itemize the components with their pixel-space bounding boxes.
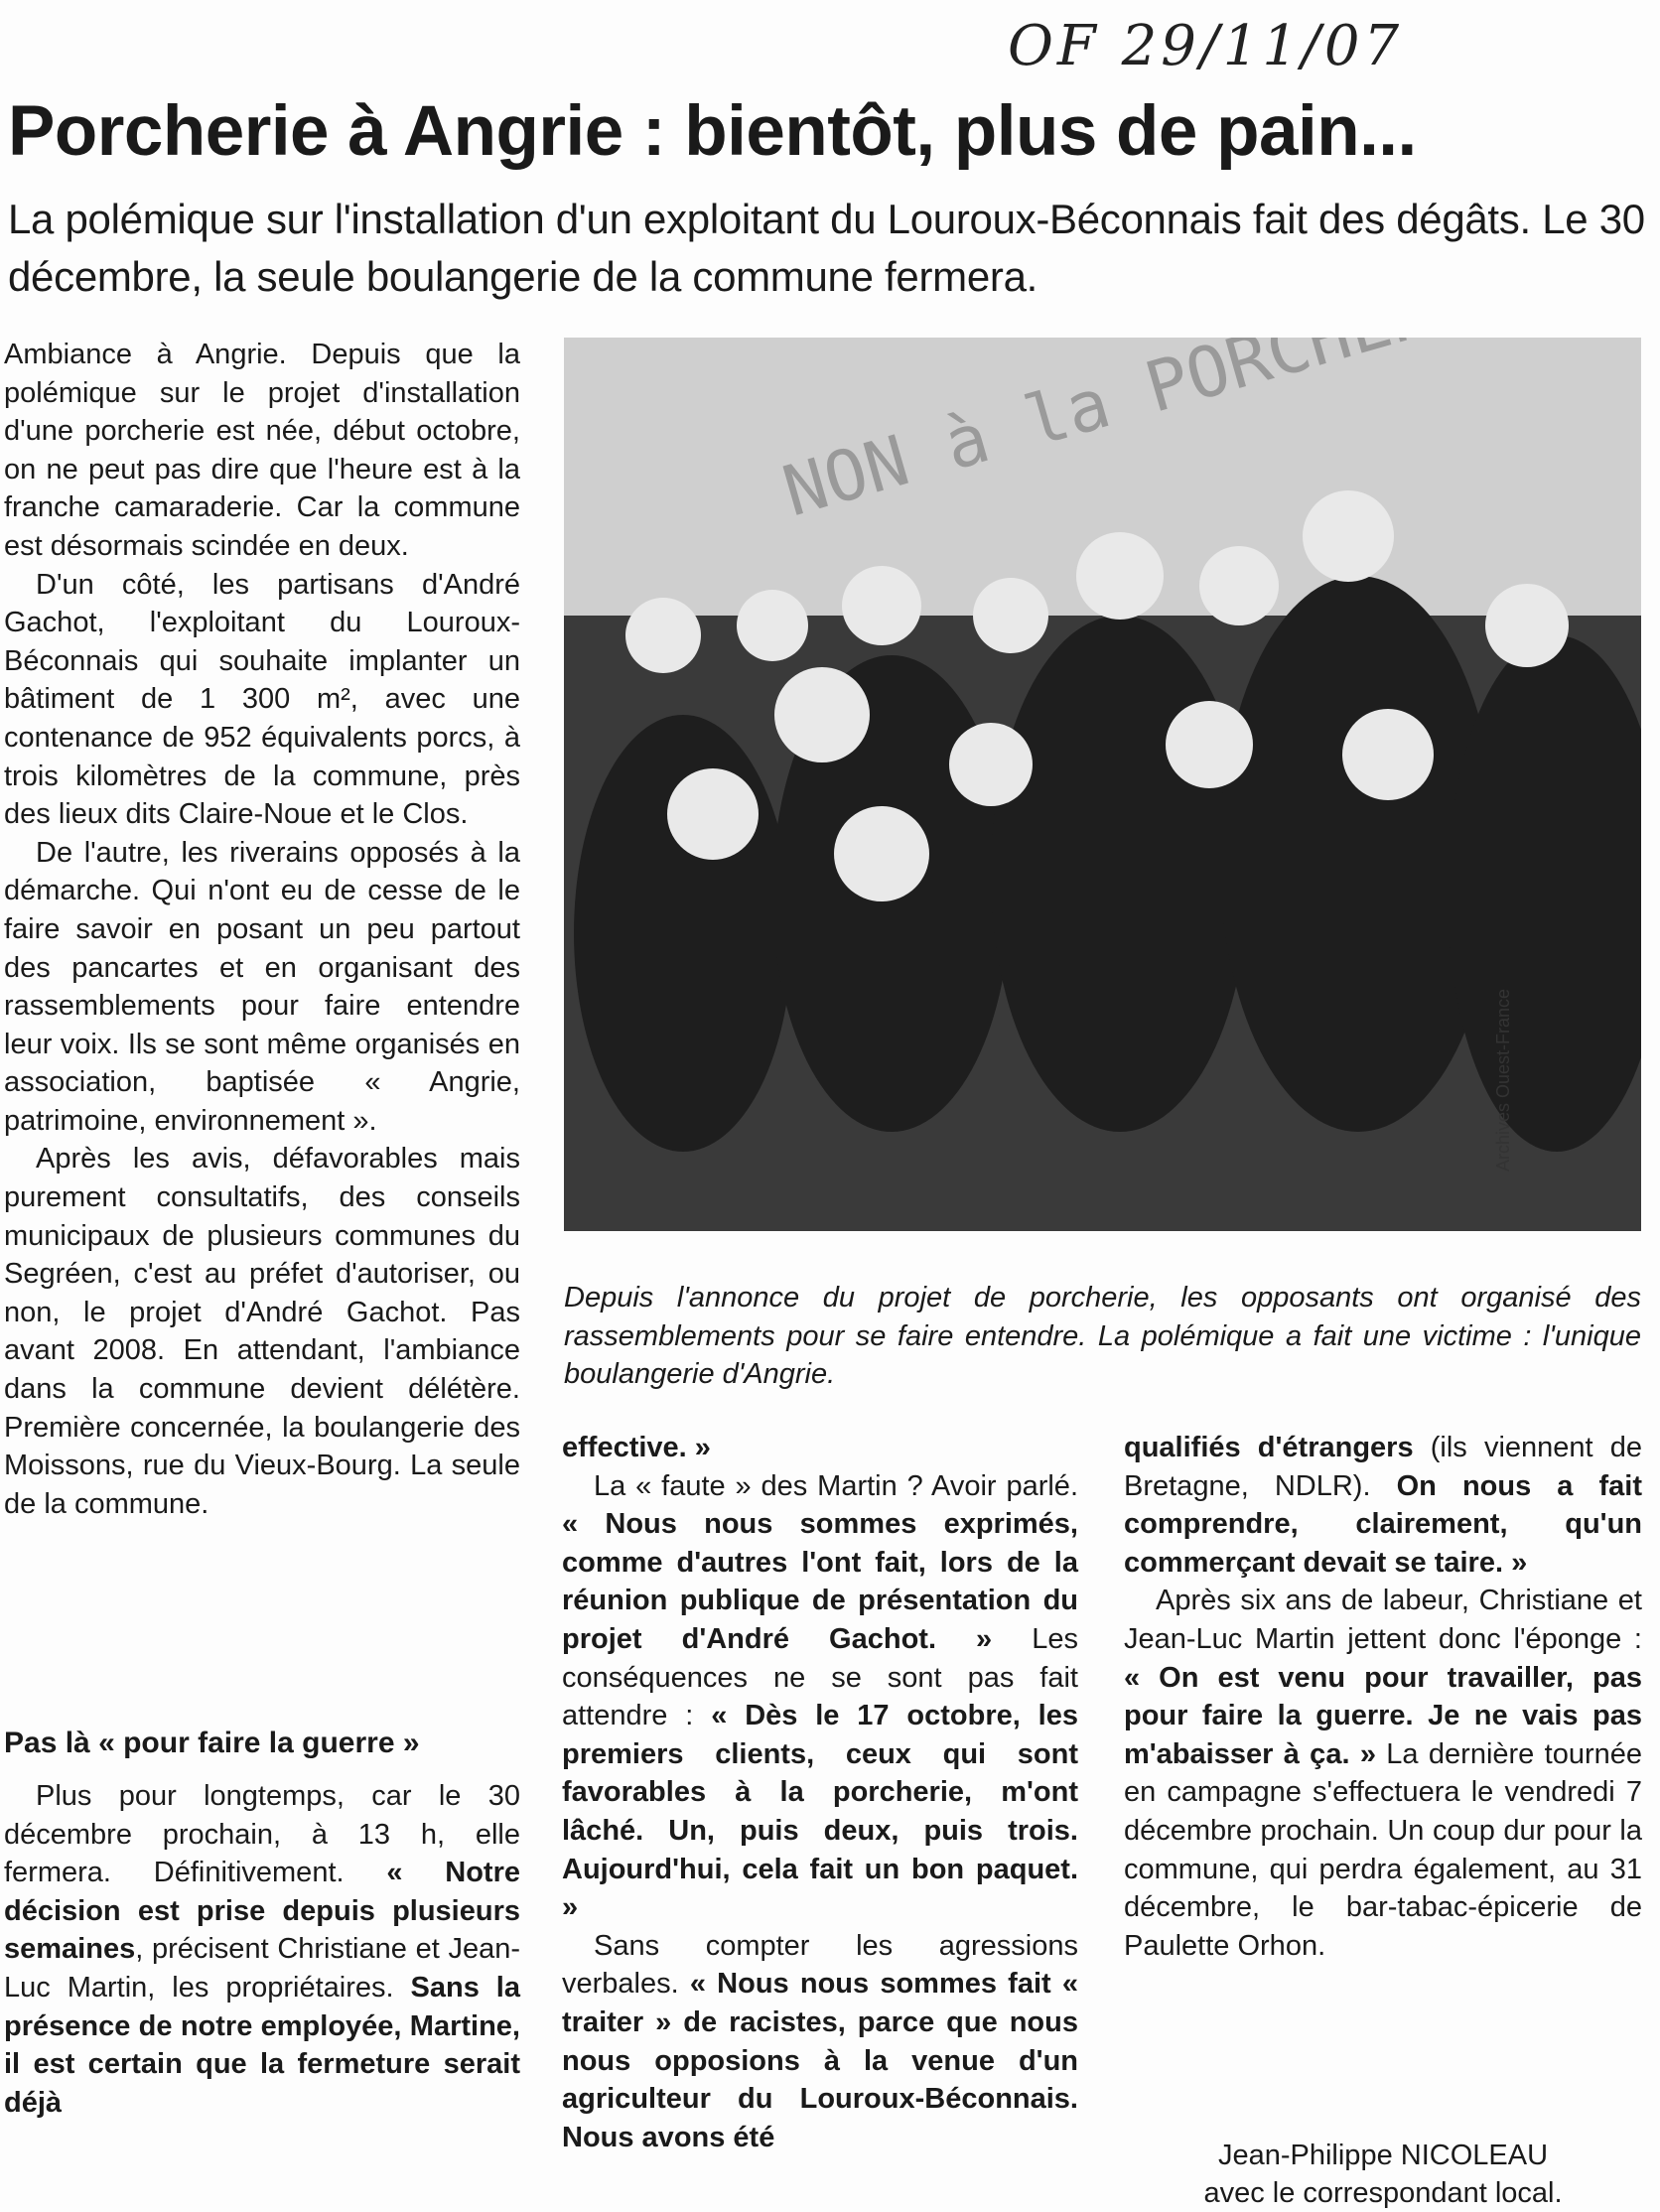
article-column-1-bottom	[4, 1777, 520, 2122]
quote-run: « Dès le 17 octobre, les premiers clients, ceux qui sont favorables à la porcherie, m'ont lâché. Un, puis deux, puis trois. Aujourd'hui, cela fait un bon paquet. »	[562, 1700, 1078, 1924]
crowd-photo-illustration	[564, 338, 1641, 1231]
headline: Porcherie à Angrie : bientôt, plus de pain...	[8, 92, 1417, 171]
quote-run: « On est venu pour travailler, pas pour faire la guerre. Je ne vais pas m'abaisser à ça. »	[1124, 1661, 1642, 1770]
quote-run: Sans la présence de notre employée, Martine, il est certain que la fermeture serait déjà	[4, 1971, 520, 2119]
subheading: Pas là « pour faire la guerre »	[4, 1727, 420, 1759]
photo-credit: Archives Ouest-France	[1493, 988, 1513, 1172]
paragraph	[562, 1429, 1078, 1467]
text-run: La dernière tournée en campagne s'effectuera le vendredi 7 décembre prochain. Un coup dur pour la commune, qui perdra également, au 31 décembre, le bar-tabac-épicerie de Paulette Orhon.	[1124, 1737, 1642, 1962]
paragraph	[562, 1927, 1078, 2157]
quote-run: effective. »	[562, 1432, 711, 1463]
article-column-1-top	[4, 336, 520, 1523]
text-run: Plus pour longtemps, car le 30 décembre prochain, à 13 h, elle fermera. Définitivement.	[4, 1780, 520, 1889]
article-photo	[564, 338, 1641, 1231]
paragraph	[562, 1467, 1078, 1927]
paragraph	[1124, 1429, 1642, 1582]
author-name: Jean-Philippe NICOLEAU	[1217, 2140, 1549, 2171]
author-signature	[1124, 2137, 1642, 2212]
paragraph: De l'autre, les riverains opposés à la démarche. Qui n'ont eu de cesse de le faire savoir en posant un peu partout des pancartes et en organisant des rassemblements pour faire entendre leur voix. Ils se sont même organisés en association, baptisée « Angrie, patrimoine, environnement ».	[4, 836, 520, 1137]
paragraph: Ambiance à Angrie. Depuis que la polémique sur le projet d'installation d'une porcherie est née, début octobre, on ne peut pas dire que l'heure est à la franche camaraderie. Car la commune est désormais scindée en deux.	[4, 339, 520, 562]
text-run: Sans compter les agressions verbales.	[562, 1929, 1078, 2001]
quote-run: « Notre décision est prise depuis plusieurs semaines	[4, 1857, 520, 1966]
text-run: , précisent Christiane et Jean-Luc Martin, les propriétaires.	[4, 1933, 520, 2004]
text-run: Après six ans de labeur, Christiane et Jean-Luc Martin jettent donc l'éponge :	[1124, 1585, 1642, 1655]
paragraph	[1124, 1582, 1642, 1965]
quote-run: « Nous nous sommes exprimés, comme d'autres l'ont fait, lors de la réunion publique de présentation du projet d'André Gachot. »	[562, 1508, 1078, 1655]
article-column-2	[562, 1429, 1078, 2156]
paragraph	[4, 1777, 520, 2122]
article-column-3	[1124, 1429, 1642, 1965]
text-run: (ils viennent de Bretagne, NDLR).	[1124, 1432, 1642, 1502]
quote-run: « Nous nous sommes fait « traiter » de racistes, parce que nous nous opposions à la venue d'un agriculteur du Louroux-Béconnais. Nous avons été	[562, 1968, 1078, 2153]
quote-run: On nous a fait comprendre, clairement, qu'un commerçant devait se taire. »	[1124, 1469, 1643, 1579]
text-run: La « faute » des Martin ? Avoir parlé.	[594, 1469, 1078, 1502]
paragraph: D'un côté, les partisans d'André Gachot, l'exploitant du Louroux-Béconnais qui souhaite implanter un bâtiment de 1 300 m², avec une contenance de 952 équivalents porcs, à trois kilomètres de la commune, près des lieux dits Claire-Noue et le Clos.	[4, 568, 520, 831]
quote-run: qualifiés d'étrangers	[1124, 1432, 1414, 1463]
standfirst: La polémique sur l'installation d'un exploitant du Louroux-Béconnais fait des dégâts. Le 30 décembre, la seule boulangerie de la commune fermera.	[8, 196, 1645, 300]
photo-caption: Depuis l'annonce du projet de porcherie, les opposants ont organisé des rassemblements pour se faire entendre. La polémique a fait une victime : l'unique boulangerie d'Angrie.	[564, 1282, 1641, 1391]
text-run: Les conséquences ne se sont pas fait attendre :	[562, 1622, 1078, 1732]
paragraph: Après les avis, défavorables mais purement consultatifs, des conseils municipaux de plusieurs communes du Segréen, c'est au préfet d'autoriser, ou non, le projet d'André Gachot. Pas avant 2008. En attendant, l'ambiance dans la commune devient délétère. Première concernée, la boulangerie des Moissons, rue du Vieux-Bourg. La seule de la commune.	[4, 1143, 520, 1520]
author-note: avec le correspondant local.	[1203, 2177, 1563, 2209]
handwritten-date-note: OF 29/11/07	[1008, 14, 1404, 78]
